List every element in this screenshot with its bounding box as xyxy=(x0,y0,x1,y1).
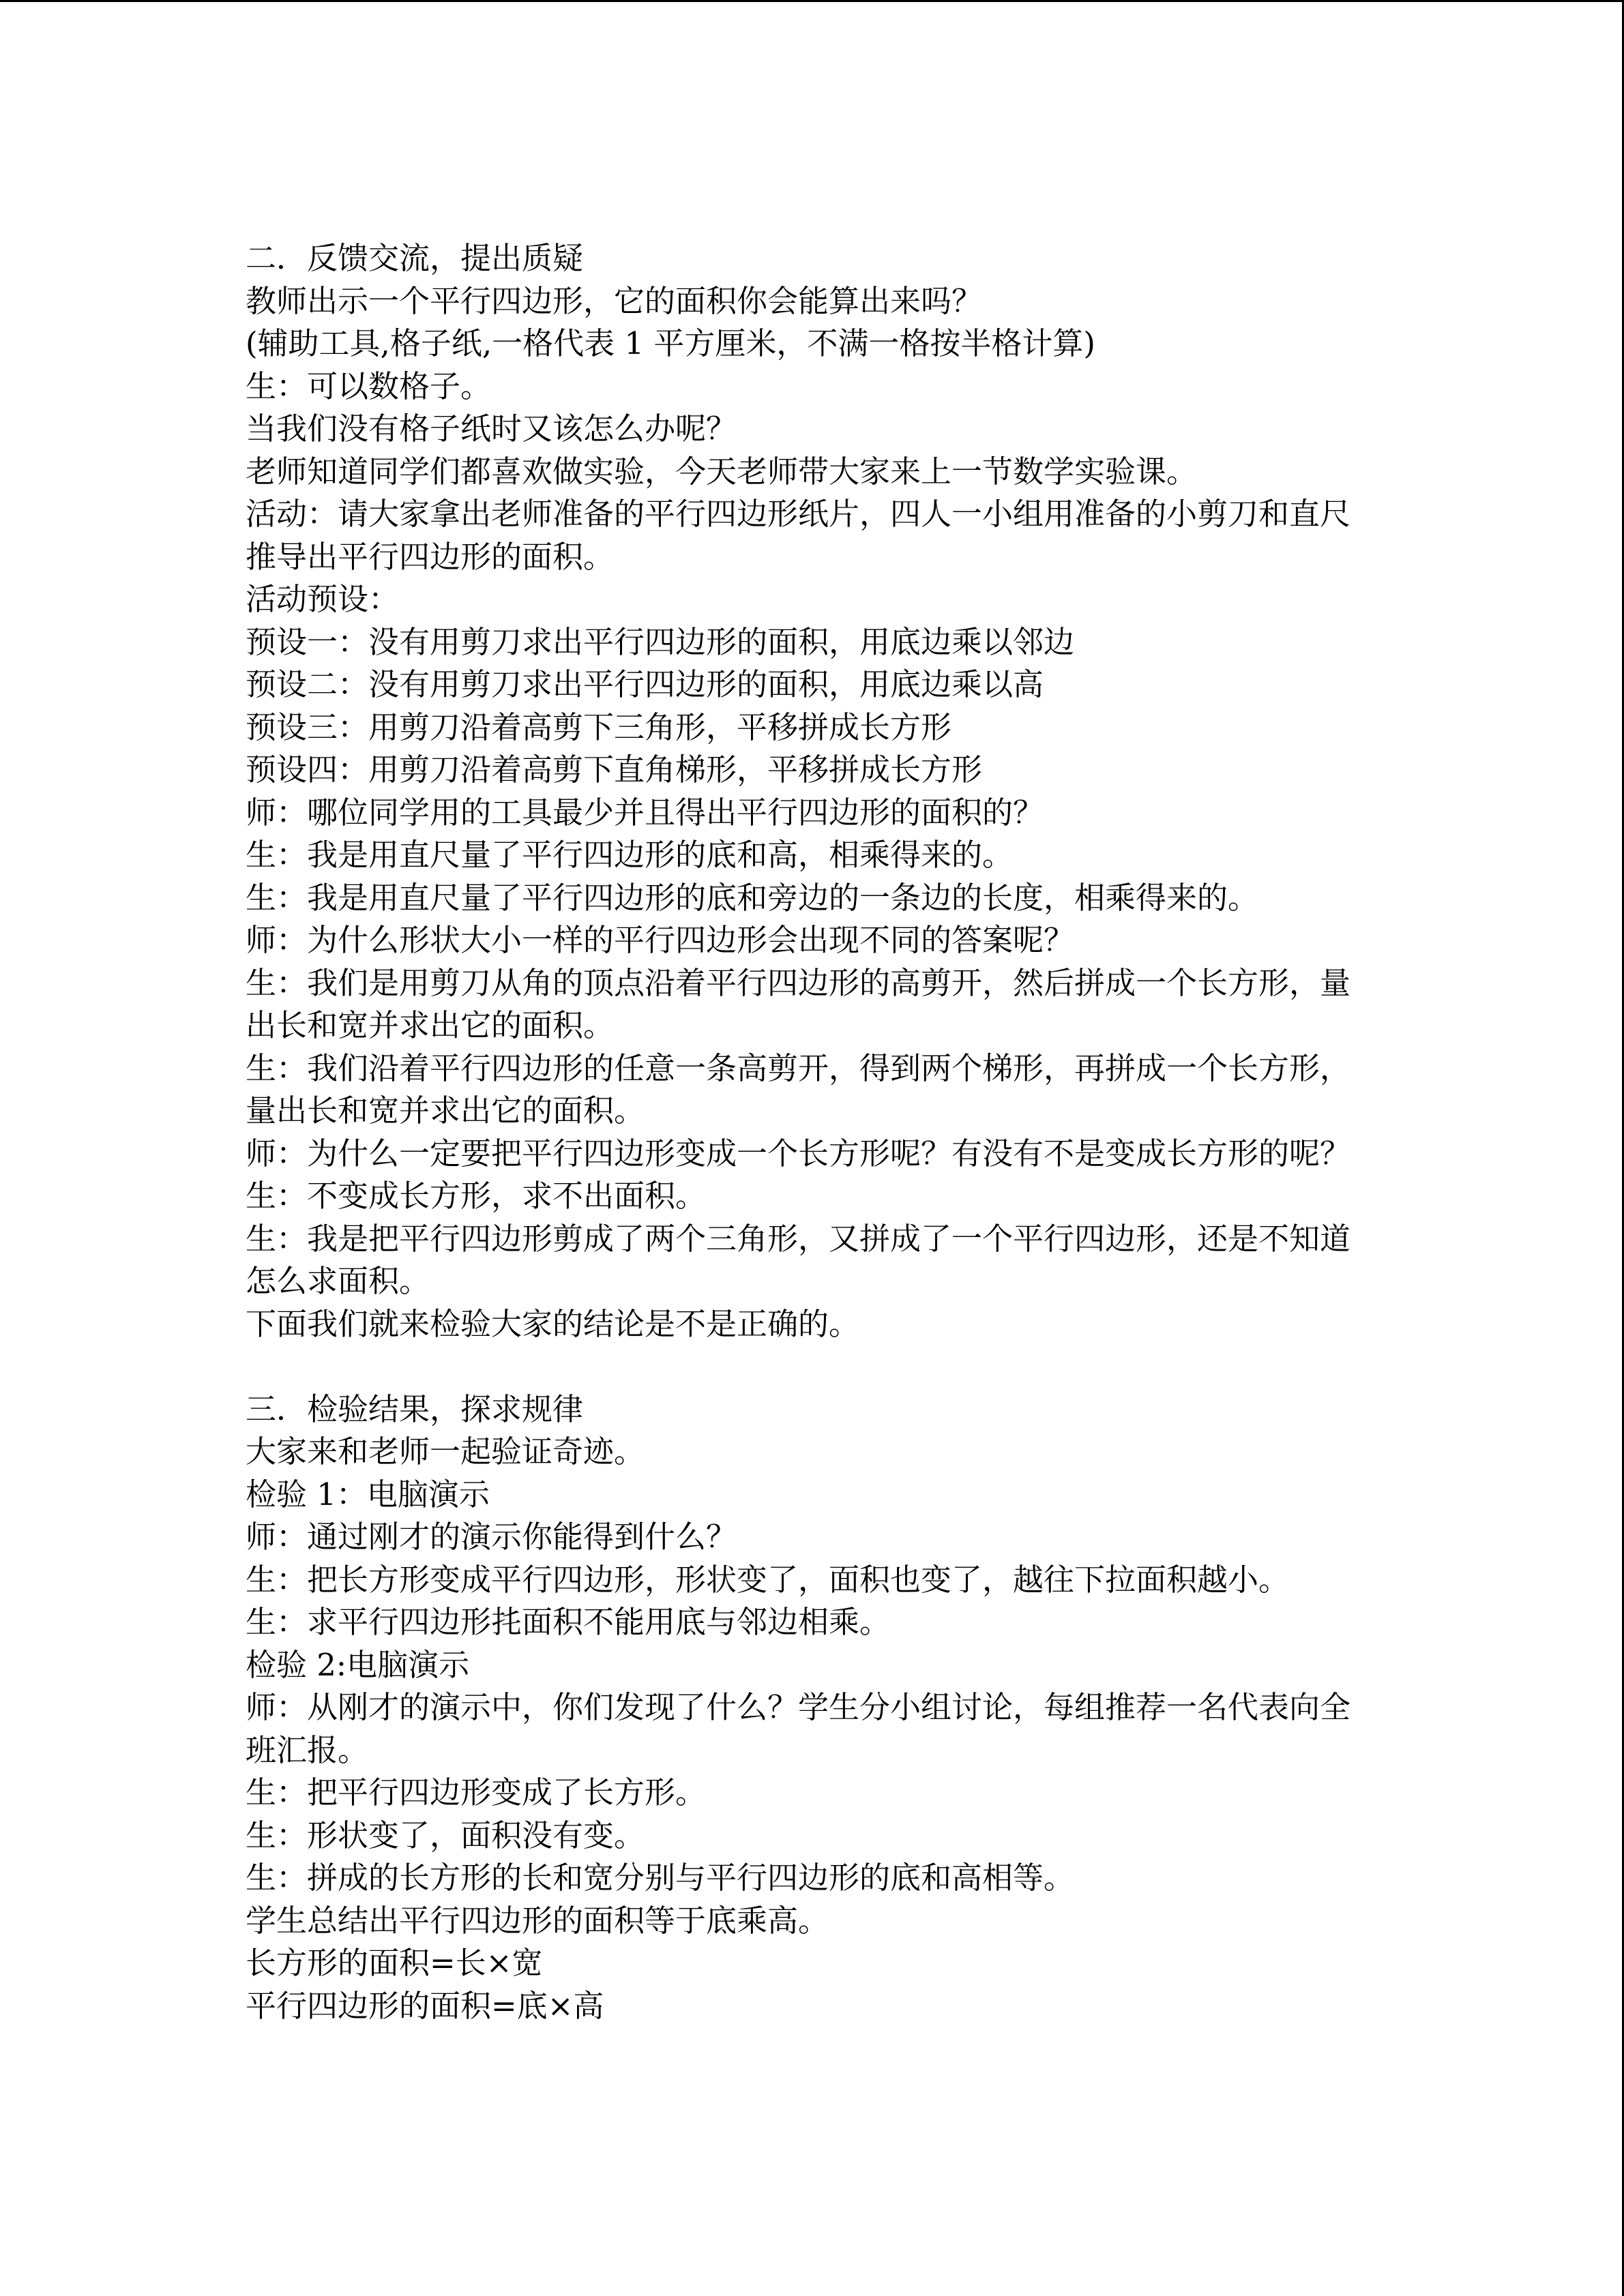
paragraph-line: 师：为什么形状大小一样的平行四边形会出现不同的答案呢？ xyxy=(246,922,1075,958)
section-heading: 二．反馈交流，提出质疑 xyxy=(246,240,584,276)
paragraph-line: 生：可以数格子。 xyxy=(246,368,492,404)
paragraph-line: 生：我是用直尺量了平行四边形的底和旁边的一条边的长度，相乘得来的。 xyxy=(246,879,1259,916)
paragraph-line: 生：我们沿着平行四边形的任意一条高剪开，得到两个梯形，再拼成一个长方形，量出长和宽并求出它的面积。 xyxy=(246,1049,1351,1129)
paragraph-line: 检验 2:电脑演示 xyxy=(246,1646,470,1683)
paragraph-line: 生：不变成长方形，求不出面积。 xyxy=(246,1178,707,1214)
blank-line xyxy=(246,1345,1364,1388)
paragraph-line: 生：我们是用剪刀从角的顶点沿着平行四边形的高剪开，然后拼成一个长方形，量出长和宽并求出它的面积。 xyxy=(246,964,1351,1043)
paragraph-line: 活动：请大家拿出老师准备的平行四边形纸片，四人一小组用准备的小剪刀和直尺推导出平行四边形的面积。 xyxy=(246,496,1351,575)
paragraph-line: 学生总结出平行四边形的面积等于底乘高。 xyxy=(246,1902,829,1939)
paragraph-line: 生：形状变了，面积没有变。 xyxy=(246,1817,645,1853)
paragraph-line: 生：拼成的长方形的长和宽分别与平行四边形的底和高相等。 xyxy=(246,1860,1075,1896)
paragraph-line: 检验 1：电脑演示 xyxy=(246,1476,490,1512)
paragraph-line: 下面我们就来检验大家的结论是不是正确的。 xyxy=(246,1305,860,1342)
paragraph-line: 预设三：用剪刀沿着高剪下三角形，平移拼成长方形 xyxy=(246,709,952,745)
paragraph-line: 师：从刚才的演示中，你们发现了什么？学生分小组讨论，每组推荐一名代表向全班汇报。 xyxy=(246,1689,1351,1768)
paragraph-line: 师：通过刚才的演示你能得到什么？ xyxy=(246,1519,737,1555)
paragraph-line: 平行四边形的面积=底×高 xyxy=(246,1987,604,2024)
paragraph-line: 预设一：没有用剪刀求出平行四边形的面积，用底边乘以邻边 xyxy=(246,623,1075,660)
paragraph-line: 生：求平行四边形扥面积不能用底与邻边相乘。 xyxy=(246,1604,891,1640)
paragraph-line: (辅助工具,格子纸,一格代表 1 平方厘米，不满一格按半格计算) xyxy=(246,325,1095,361)
paragraph-line: 长方形的面积=长×宽 xyxy=(246,1945,543,1981)
document-body xyxy=(246,237,1364,2027)
paragraph-line: 生：我是用直尺量了平行四边形的底和高，相乘得来的。 xyxy=(246,837,1014,873)
paragraph-line: 师：哪位同学用的工具最少并且得出平行四边形的面积的？ xyxy=(246,794,1044,831)
paragraph-line: 当我们没有格子纸时又该怎么办呢？ xyxy=(246,411,737,447)
paragraph-line: 生：把平行四边形变成了长方形。 xyxy=(246,1774,707,1810)
paragraph-line: 老师知道同学们都喜欢做实验，今天老师带大家来上一节数学实验课。 xyxy=(246,453,1198,490)
paragraph-line: 生：把长方形变成平行四边形，形状变了，面积也变了，越往下拉面积越小。 xyxy=(246,1561,1290,1598)
page-border-top xyxy=(0,0,1624,2)
paragraph-line: 预设四：用剪刀沿着高剪下直角梯形，平移拼成长方形 xyxy=(246,751,983,788)
paragraph-line: 教师出示一个平行四边形，它的面积你会能算出来吗？ xyxy=(246,282,983,319)
paragraph-line: 活动预设： xyxy=(246,581,400,617)
paragraph-line: 预设二：没有用剪刀求出平行四边形的面积，用底边乘以高 xyxy=(246,666,1044,702)
paragraph-line: 师：为什么一定要把平行四边形变成一个长方形呢？有没有不是变成长方形的呢？ xyxy=(246,1135,1351,1172)
paragraph-line: 生：我是把平行四边形剪成了两个三角形，又拼成了一个平行四边形，还是不知道怎么求面积。 xyxy=(246,1220,1351,1299)
section-heading: 三．检验结果，探求规律 xyxy=(246,1390,584,1427)
paragraph-line: 大家来和老师一起验证奇迹。 xyxy=(246,1433,645,1470)
